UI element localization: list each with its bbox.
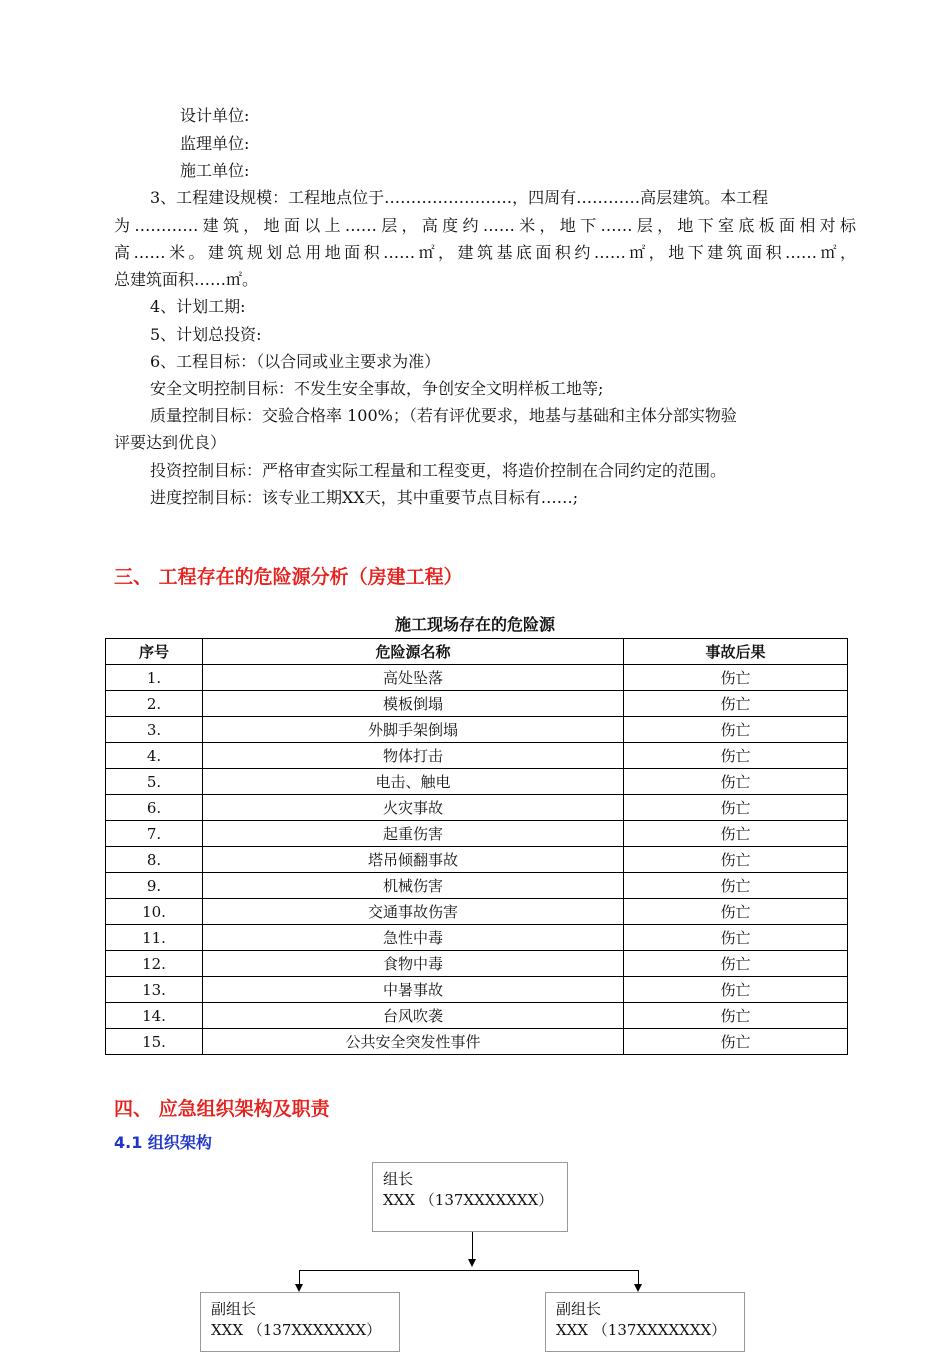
hazard-table-header — [106, 639, 848, 665]
hazard-consequence: 伤亡 — [624, 821, 848, 847]
table-row — [106, 1029, 848, 1055]
table-row — [106, 795, 848, 821]
deputy-right-title: 副组长 — [556, 1300, 602, 1318]
hazard-consequence: 伤亡 — [624, 925, 848, 951]
table-row — [106, 951, 848, 977]
arrow-down-icon — [634, 1284, 642, 1292]
section3-heading: 三、 工程存在的危险源分析（房建工程） — [114, 566, 463, 588]
arrow-down-icon — [468, 1259, 476, 1267]
hazard-consequence: 伤亡 — [624, 847, 848, 873]
hazard-index: 3. — [106, 717, 203, 743]
deputy-right-contact: XXX （137XXXXXXX） — [556, 1321, 727, 1339]
org-leader-box — [372, 1162, 568, 1232]
hazard-name: 急性中毒 — [203, 925, 624, 951]
arrow-down-icon — [295, 1284, 303, 1292]
hazard-index: 12. — [106, 951, 203, 977]
construction-unit-line: 施工单位: — [180, 161, 250, 180]
header-consequence: 事故后果 — [624, 639, 848, 665]
hazard-name: 电击、触电 — [203, 769, 624, 795]
hazard-name: 模板倒塌 — [203, 691, 624, 717]
header-index: 序号 — [106, 639, 203, 665]
org-structure-subheading: 4.1 组织架构 — [114, 1133, 212, 1152]
section4-heading: 四、 应急组织架构及职责 — [114, 1098, 330, 1120]
hazard-index: 2. — [106, 691, 203, 717]
hazard-consequence: 伤亡 — [624, 899, 848, 925]
hazard-consequence: 伤亡 — [624, 665, 848, 691]
table-row — [106, 925, 848, 951]
table-row — [106, 743, 848, 769]
hazard-index: 5. — [106, 769, 203, 795]
hazard-name: 外脚手架倒塌 — [203, 717, 624, 743]
hazard-index: 4. — [106, 743, 203, 769]
hazard-name: 公共安全突发性事件 — [203, 1029, 624, 1055]
table-row — [106, 847, 848, 873]
scale-line-4: 总建筑面积……㎡。 — [114, 270, 259, 289]
hazard-index: 11. — [106, 925, 203, 951]
table-row — [106, 1003, 848, 1029]
schedule-line: 4、计划工期: — [150, 297, 246, 316]
hazard-index: 7. — [106, 821, 203, 847]
hazard-consequence: 伤亡 — [624, 691, 848, 717]
hazard-name: 台风吹袭 — [203, 1003, 624, 1029]
scale-line-2: 为…………建筑，地面以上……层，高度约……米，地下……层，地下室底板面相对标 — [114, 216, 856, 235]
hazard-consequence: 伤亡 — [624, 743, 848, 769]
quality-goal-line-1: 质量控制目标：交验合格率 100%；（若有评优要求，地基与基础和主体分部实物验 — [150, 406, 737, 425]
hazard-table-title: 施工现场存在的危险源 — [394, 615, 555, 634]
leader-contact: XXX （137XXXXXXX） — [383, 1191, 554, 1209]
table-row — [106, 769, 848, 795]
org-deputy-right-box — [545, 1292, 745, 1352]
hazard-table — [105, 638, 848, 1055]
org-deputy-left-box — [200, 1292, 400, 1352]
table-row — [106, 873, 848, 899]
hazard-index: 10. — [106, 899, 203, 925]
hazard-consequence: 伤亡 — [624, 873, 848, 899]
header-hazard: 危险源名称 — [203, 639, 624, 665]
hazard-consequence: 伤亡 — [624, 1029, 848, 1055]
supervision-unit-line: 监理单位: — [180, 134, 250, 153]
hazard-name: 物体打击 — [203, 743, 624, 769]
hazard-index: 6. — [106, 795, 203, 821]
hazard-name: 中暑事故 — [203, 977, 624, 1003]
leader-title: 组长 — [383, 1170, 414, 1188]
org-connector-vertical — [472, 1232, 473, 1260]
deputy-left-title: 副组长 — [211, 1300, 257, 1318]
org-connector-horizontal — [299, 1270, 639, 1271]
table-row — [106, 977, 848, 1003]
hazard-consequence: 伤亡 — [624, 977, 848, 1003]
safety-goal-line: 安全文明控制目标：不发生安全事故，争创安全文明样板工地等; — [150, 379, 604, 398]
goals-line: 6、工程目标：（以合同或业主要求为准） — [150, 352, 441, 371]
design-unit-line: 设计单位: — [180, 106, 250, 125]
hazard-consequence: 伤亡 — [624, 1003, 848, 1029]
hazard-consequence: 伤亡 — [624, 951, 848, 977]
deputy-left-contact: XXX （137XXXXXXX） — [211, 1321, 382, 1339]
table-row — [106, 821, 848, 847]
table-row — [106, 717, 848, 743]
table-row — [106, 665, 848, 691]
hazard-index: 15. — [106, 1029, 203, 1055]
scale-line-3: 高……米。建筑规划总用地面积……㎡，建筑基底面积约……㎡，地下建筑面积……㎡， — [114, 243, 856, 262]
table-row — [106, 899, 848, 925]
hazard-name: 高处坠落 — [203, 665, 624, 691]
org-connector-left — [299, 1270, 300, 1284]
scale-line-1: 3、工程建设规模：工程地点位于……………………，四周有…………高层建筑。本工程 — [150, 188, 769, 207]
hazard-index: 1. — [106, 665, 203, 691]
table-row — [106, 691, 848, 717]
hazard-index: 8. — [106, 847, 203, 873]
hazard-name: 食物中毒 — [203, 951, 624, 977]
hazard-index: 9. — [106, 873, 203, 899]
cost-goal-line: 投资控制目标：严格审查实际工程量和工程变更，将造价控制在合同约定的范围。 — [150, 461, 727, 480]
hazard-index: 13. — [106, 977, 203, 1003]
hazard-name: 火灾事故 — [203, 795, 624, 821]
hazard-name: 起重伤害 — [203, 821, 624, 847]
quality-goal-line-2: 评要达到优良） — [114, 433, 227, 452]
progress-goal-line: 进度控制目标：该专业工期XX天，其中重要节点目标有……; — [150, 488, 579, 507]
hazard-consequence: 伤亡 — [624, 717, 848, 743]
hazard-index: 14. — [106, 1003, 203, 1029]
hazard-name: 塔吊倾翻事故 — [203, 847, 624, 873]
hazard-name: 机械伤害 — [203, 873, 624, 899]
hazard-name: 交通事故伤害 — [203, 899, 624, 925]
investment-line: 5、计划总投资: — [150, 325, 262, 344]
hazard-consequence: 伤亡 — [624, 795, 848, 821]
hazard-consequence: 伤亡 — [624, 769, 848, 795]
org-connector-right — [638, 1270, 639, 1284]
